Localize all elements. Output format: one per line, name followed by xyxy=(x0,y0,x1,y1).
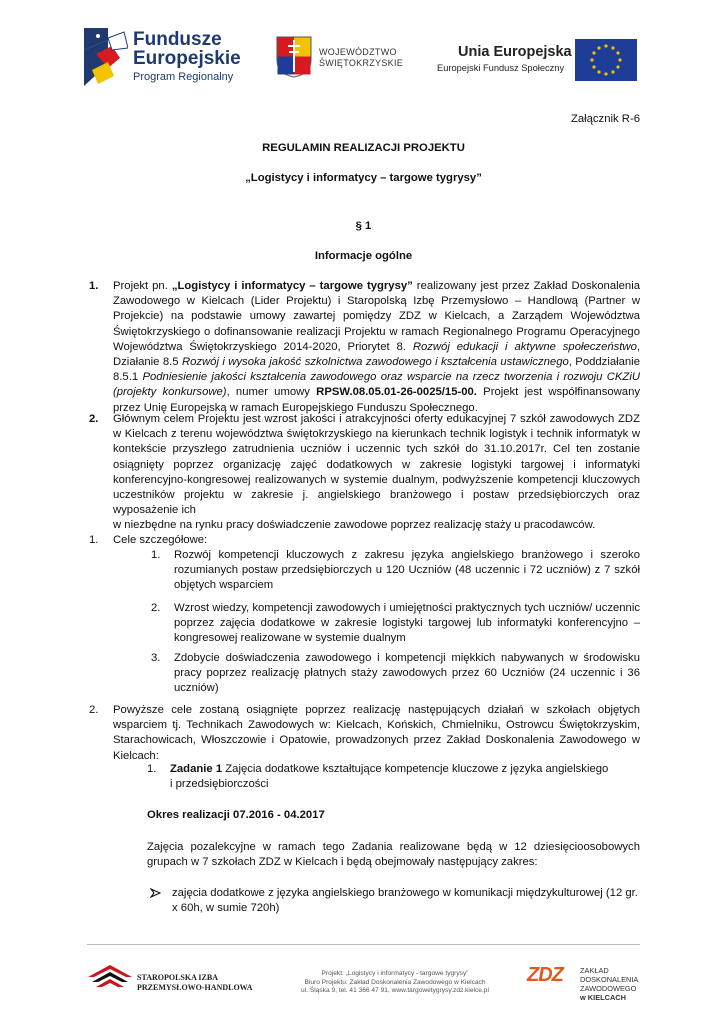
task1-text xyxy=(170,762,610,792)
para2-number: 2. xyxy=(89,413,99,425)
task1-number: 1. xyxy=(147,763,157,775)
zdz-line2: DOSKONALENIA xyxy=(580,975,639,984)
footer-divider xyxy=(87,944,640,945)
para1-s3: realizowany jest przez Zakład Doskonalenia Zawodowego w Kielcach (Lider Projektu) i Staropolską Izbę Przemysłowo – Handlową (Partner w Projekcie) na podstawie umowy zawartej pomiędzy ZDZ w Kielcach, a Zarządem Województwa Świętokrzyskiego o dofinansowanie realizacji Projektu w ramach Regionalnego Programu Operacyjnego Województwa Świętokrzyskiego 2014-2020, Priorytet 8. xyxy=(113,280,640,353)
project-name: „Logistycy i informatycy – targowe tygrysy” xyxy=(171,280,413,292)
sip-line1: STAROPOLSKA IZBA xyxy=(137,973,218,982)
sip-logo-icon xyxy=(88,965,132,991)
goal-3-text: Zdobycie doświadczenia zawodowego i kompetencji miękkich nabywanych w środowisku pracy poprzez realizację płatnych staży zawodowych przez 60 Uczniów (24 uczennic i 36 uczniów) xyxy=(174,652,640,695)
groups-text: Zajęcia pozalekcyjne w ramach tego Zadania realizowane będą w 12 dziesięcioosobowych grupach w 7 szkołach ZDZ w Kielcach i będą obejmowały następujący zakres: xyxy=(147,841,640,869)
footer-project-info xyxy=(300,970,490,996)
fe-line1: Fundusze xyxy=(133,29,222,50)
zdz-mark: ZDZ xyxy=(527,964,563,986)
goal-1-number: 1. xyxy=(151,549,161,561)
eu-flag-icon xyxy=(575,39,637,81)
attachment-label: Załącznik R-6 xyxy=(570,113,640,125)
task1-label: Zadanie 1 xyxy=(170,763,223,775)
priority-name: Rozwój edukacji i aktywne społeczeństwo xyxy=(412,340,637,353)
goal-3-number: 3. xyxy=(151,652,161,664)
para1-s11: Projekt jest współfinansowany przez Unię Europejską w ramach Europejskiego Funduszu Społecznego. xyxy=(113,386,641,414)
goals-label: Cele szczegółowe: xyxy=(113,534,208,546)
bullet-text: zajęcia dodatkowe z języka angielskiego branżowego w komunikacji międzykulturowej (12 gr. x 60h, w sumie 720h) xyxy=(172,887,638,915)
sip-line2: PRZEMYSŁOWO-HANDLOWA xyxy=(137,983,253,992)
para1-s9: , numer umowy xyxy=(226,386,317,399)
zdz-line1: ZAKŁAD xyxy=(580,966,609,975)
coat-of-arms-icon xyxy=(276,36,312,78)
para1-s7: , Poddziałanie 8.5.1 xyxy=(113,356,640,384)
subaction-name: Podniesienie jakości kształcenia zawodowego oraz wsparcie na rzecz tworzenia i rozwoju CKZiU (projekty konkursowe) xyxy=(113,371,640,399)
proj-line1: Projekt: „Logistycy i informatycy - targowe tygrysy” xyxy=(321,970,469,977)
section-title: Informacje ogólne xyxy=(314,250,413,262)
contract-number: RPSW.08.05.01-26-0025/15-00. xyxy=(316,386,477,399)
ue-sub: Europejski Fundusz Społeczny xyxy=(437,63,565,73)
goal-2-number: 2. xyxy=(151,602,161,614)
zdz-line4: w KIELCACH xyxy=(580,993,626,1002)
para1-s1: Projekt pn. xyxy=(113,280,172,292)
para1-number: 1. xyxy=(89,280,99,292)
actions-text: Powyższe cele zostaną osiągnięte poprzez realizację następujących działań w szkołach objętych wsparciem tj. Technikach Zawodowych w: Kielcach, Końskich, Chmielniku, Ostrowcu Świętokrzyskim, Starachowicach, Włoszczowie i Opatowie, prowadzonych przez Zakład Doskonalenia Zawodowego w Kielcach: xyxy=(113,704,640,762)
para2-text: Głównym celem Projektu jest wzrost jakości i atrakcyjności oferty edukacyjnej 7 szkół zawodowych ZDZ w Kielcach z terenu województwa świętokrzyskiego na kierunkach technik logistyk i technik informatyk w kontekście przyszłego zatrudnienia uczniów i uczennic tych szkół do 31.10.2017r. Cel ten zostanie osiągnięty poprzez organizację zajęć dodatkowych w zakresie logistyki targowej i informatyki konferencyjno-kongresowej realizowanych w systemie dualnym, podwyższenie kompetencji kluczowych uczestników projektu w zakresie j. angielskiego branżowego i postaw przedsiębiorczych oraz wyposażenie ich xyxy=(113,413,640,517)
fe-line2: Europejskie xyxy=(133,48,241,69)
zdz-line3: ZAWODOWEGO xyxy=(580,984,637,993)
woj-line1: WOJEWÓDZTWO xyxy=(319,47,397,57)
para2-tail: w niezbędne na rynku pracy doświadczenie zawodowe poprzez realizację staży u pracodawców. xyxy=(113,519,596,531)
para1-text xyxy=(113,279,640,416)
fe-line3: Program Regionalny xyxy=(133,71,234,83)
header-logos xyxy=(0,0,725,100)
fundusze-europejskie-logo-icon xyxy=(84,28,128,86)
proj-line3: ul. Śląska 9, tel. 41 366 47 91, www.targowetygrysy.zdz.kielce.pl xyxy=(301,987,489,994)
para1-s5: , Działanie 8.5 xyxy=(113,340,641,369)
doc-title: REGULAMIN REALIZACJI PROJEKTU xyxy=(262,142,465,154)
arrow-bullet-icon xyxy=(150,888,161,898)
goals-number: 1. xyxy=(89,534,99,546)
zdz-text xyxy=(580,966,638,1002)
actions-number: 2. xyxy=(89,704,99,716)
period-label: Okres realizacji 07.2016 - 04.2017 xyxy=(147,809,325,821)
task1-desc: Zajęcia dodatkowe kształtujące kompetencje kluczowe z języka angielskiego i przedsiębiorczości xyxy=(170,763,609,791)
ue-title: Unia Europejska xyxy=(458,44,572,60)
proj-line2: Biuro Projektu: Zakład Doskonalenia Zawodowego w Kielcach xyxy=(304,978,486,986)
goal-1-text: Rozwój kompetencji kluczowych z zakresu języka angielskiego branżowego i szeroko rozumianych postaw przedsiębiorczych u 120 Uczniów (48 uczennic i 72 uczniów) z 7 szkół objętych wsparciem xyxy=(174,549,640,592)
goal-2-text: Wzrost wiedzy, kompetencji zawodowych i umiejętności praktycznych tych uczniów/ uczennic poprzez zajęcia dodatkowe w zakresie logistyki targowej lub informatyki konferencyjno – kongresowej realizowane w systemie dualnym xyxy=(174,602,640,645)
action-name: Rozwój i wysoka jakość szkolnictwa zawodowego i kształcenia ustawicznego xyxy=(181,356,569,369)
doc-subtitle: „Logistycy i informatycy – targowe tygrysy” xyxy=(245,172,482,184)
woj-line2: ŚWIĘTOKRZYSKIE xyxy=(319,58,404,68)
section-number: § 1 xyxy=(355,220,372,232)
